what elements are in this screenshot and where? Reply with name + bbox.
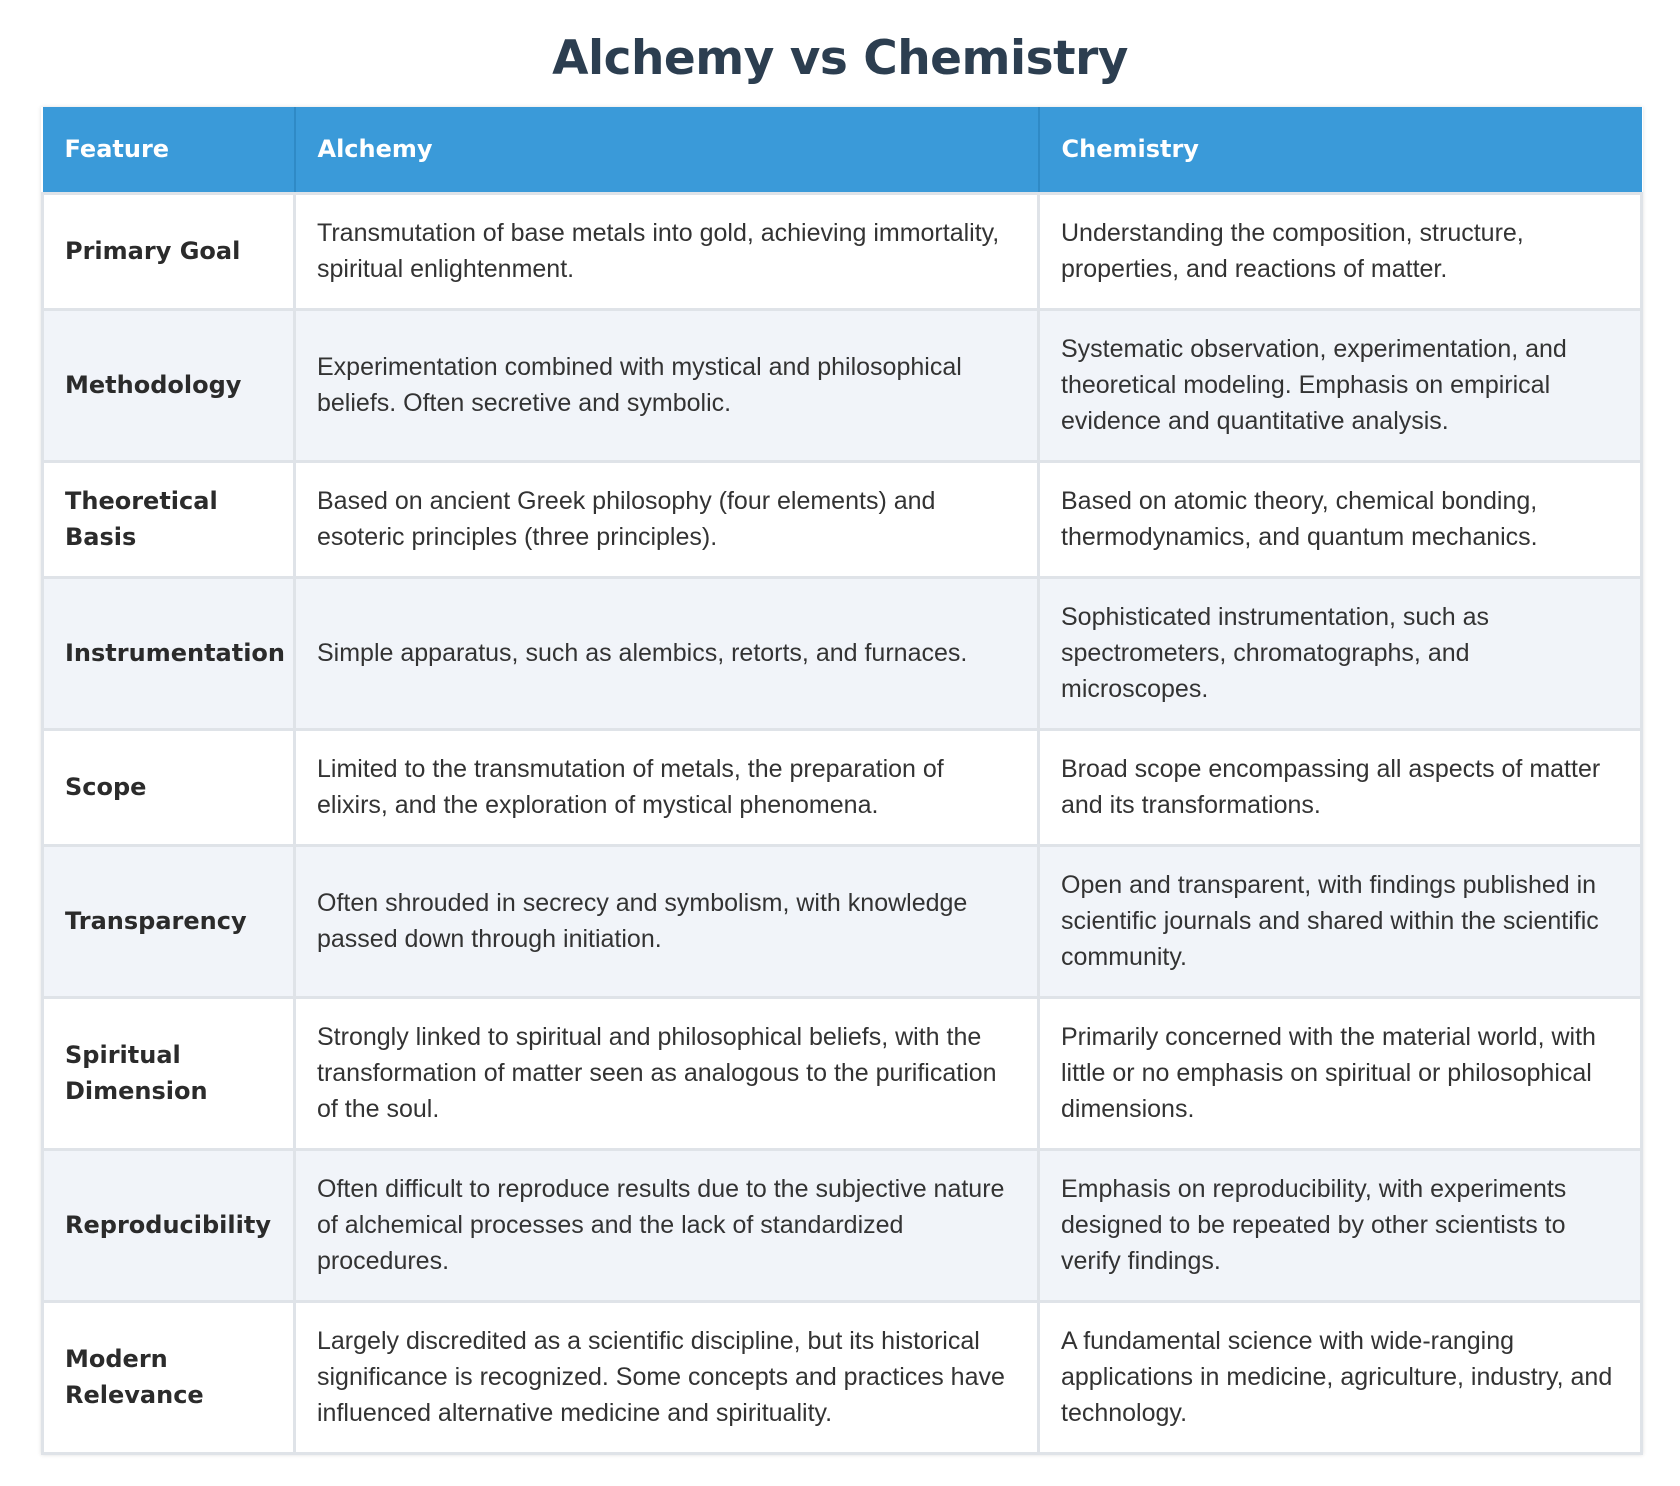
feature-cell: Reproducibility xyxy=(43,1149,295,1301)
chemistry-cell: Open and transparent, with findings published in scientific journals and shared within the scientific community. xyxy=(1039,845,1642,997)
chemistry-cell: Understanding the composition, structure, properties, and reactions of matter. xyxy=(1039,193,1642,309)
feature-cell: Instrumentation xyxy=(43,577,295,729)
chemistry-cell: Based on atomic theory, chemical bonding, thermodynamics, and quantum mechanics. xyxy=(1039,461,1642,577)
chemistry-cell: Primarily concerned with the material world, with little or no emphasis on spiritual or philosophical dimensions. xyxy=(1039,997,1642,1149)
alchemy-cell: Limited to the transmutation of metals, the preparation of elixirs, and the exploration of mystical phenomena. xyxy=(295,729,1039,845)
table-row xyxy=(43,1301,1642,1453)
column-header-chemistry: Chemistry xyxy=(1039,107,1642,193)
table-row xyxy=(43,997,1642,1149)
alchemy-cell: Often difficult to reproduce results due to the subjective nature of alchemical processes and the lack of standardized procedures. xyxy=(295,1149,1039,1301)
feature-cell: Primary Goal xyxy=(43,193,295,309)
chemistry-cell: Broad scope encompassing all aspects of matter and its transformations. xyxy=(1039,729,1642,845)
comparison-table xyxy=(41,107,1643,1455)
feature-cell: Methodology xyxy=(43,309,295,461)
column-header-alchemy: Alchemy xyxy=(295,107,1039,193)
chemistry-cell: A fundamental science with wide-ranging applications in medicine, agriculture, industry, and technology. xyxy=(1039,1301,1642,1453)
alchemy-cell: Based on ancient Greek philosophy (four elements) and esoteric principles (three principles). xyxy=(295,461,1039,577)
alchemy-cell: Experimentation combined with mystical and philosophical beliefs. Often secretive and symbolic. xyxy=(295,309,1039,461)
chemistry-cell: Emphasis on reproducibility, with experiments designed to be repeated by other scientists to verify findings. xyxy=(1039,1149,1642,1301)
alchemy-cell: Simple apparatus, such as alembics, retorts, and furnaces. xyxy=(295,577,1039,729)
chemistry-cell: Systematic observation, experimentation, and theoretical modeling. Emphasis on empirical evidence and quantitative analysis. xyxy=(1039,309,1642,461)
table-row xyxy=(43,1149,1642,1301)
table-header xyxy=(43,107,1642,193)
alchemy-cell: Largely discredited as a scientific discipline, but its historical significance is recognized. Some concepts and practices have influenced alternative medicine and spirituality. xyxy=(295,1301,1039,1453)
alchemy-cell: Often shrouded in secrecy and symbolism, with knowledge passed down through initiation. xyxy=(295,845,1039,997)
feature-cell: Scope xyxy=(43,729,295,845)
table-row xyxy=(43,729,1642,845)
alchemy-cell: Strongly linked to spiritual and philosophical beliefs, with the transformation of matter seen as analogous to the purification of the soul. xyxy=(295,997,1039,1149)
table-row xyxy=(43,309,1642,461)
page-title: Alchemy vs Chemistry xyxy=(552,31,1128,86)
column-header-feature: Feature xyxy=(43,107,295,193)
feature-cell: Transparency xyxy=(43,845,295,997)
alchemy-cell: Transmutation of base metals into gold, achieving immortality, spiritual enlightenment. xyxy=(295,193,1039,309)
table-row xyxy=(43,577,1642,729)
table-body xyxy=(43,193,1642,1453)
chemistry-cell: Sophisticated instrumentation, such as spectrometers, chromatographs, and microscopes. xyxy=(1039,577,1642,729)
feature-cell: Theoretical Basis xyxy=(43,461,295,577)
feature-cell: Modern Relevance xyxy=(43,1301,295,1453)
table-row xyxy=(43,193,1642,309)
table-row xyxy=(43,461,1642,577)
table-row xyxy=(43,845,1642,997)
feature-cell: Spiritual Dimension xyxy=(43,997,295,1149)
header-row xyxy=(43,107,1642,193)
